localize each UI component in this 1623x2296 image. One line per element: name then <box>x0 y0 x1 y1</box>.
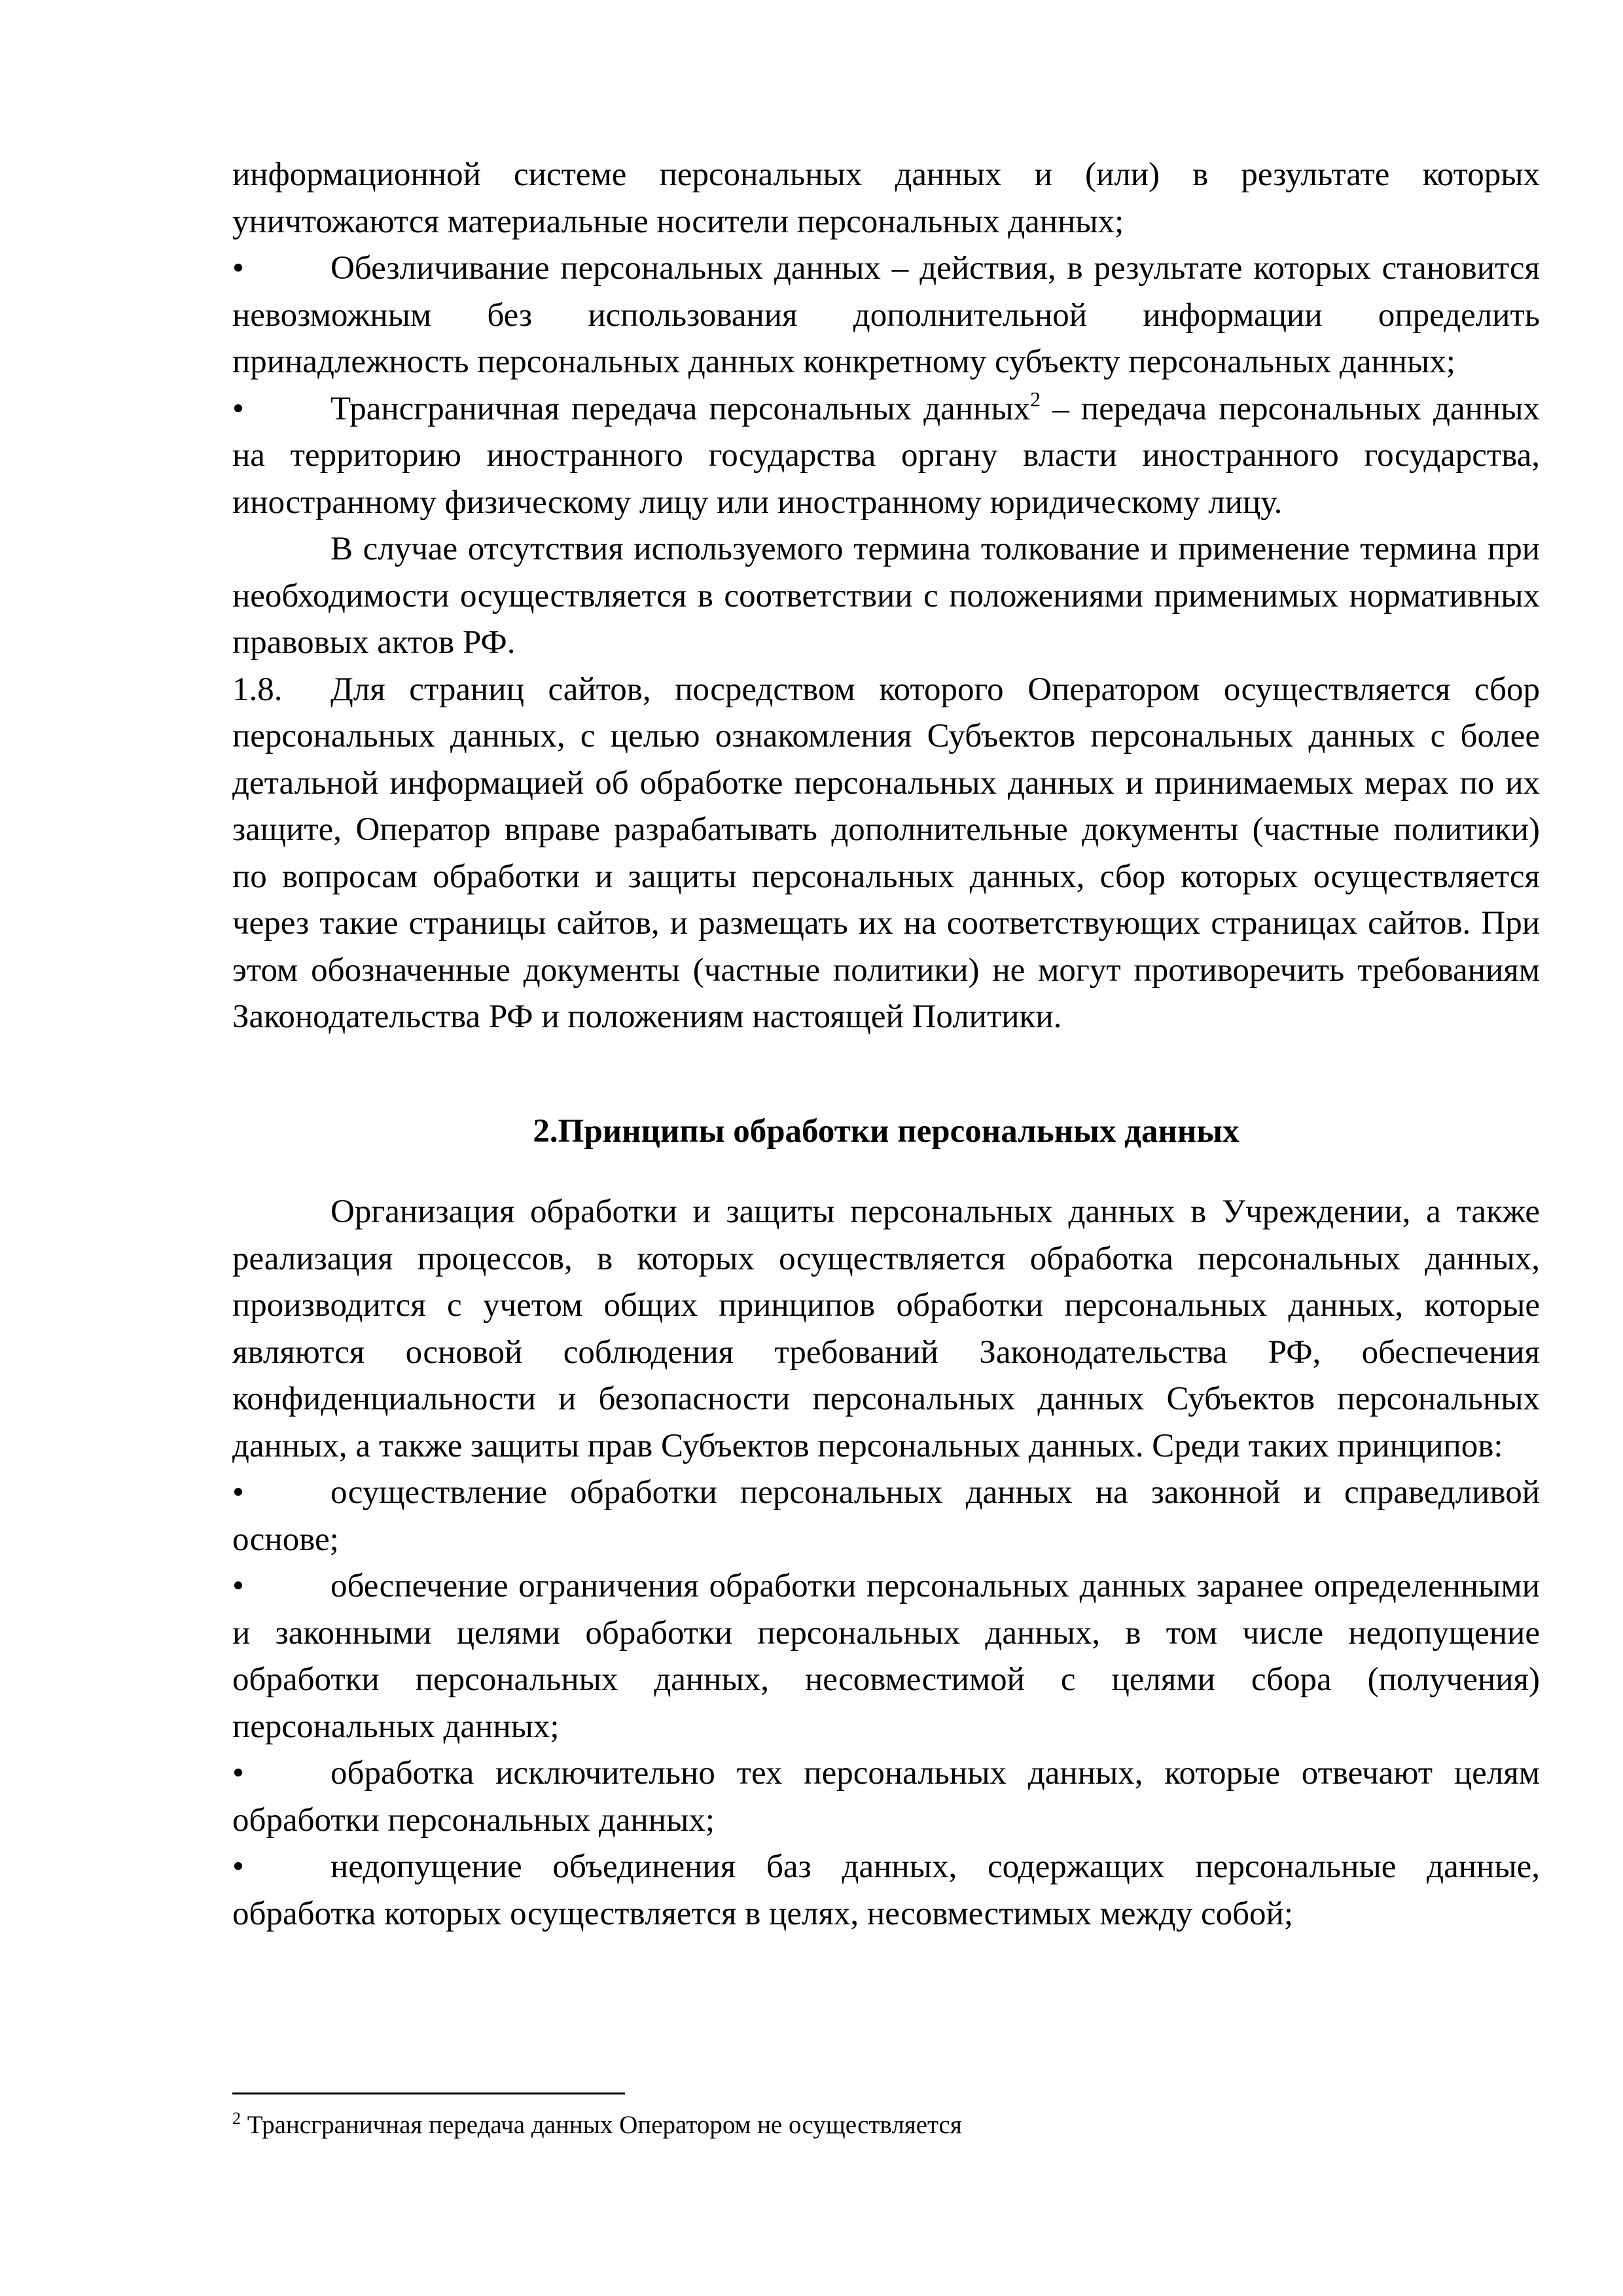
section-spacer <box>232 1041 1540 1108</box>
definition-cross-border-transfer <box>232 386 1540 527</box>
bullet-marker: • <box>232 1755 244 1792</box>
definition-term: Трансграничная передача персональных данных <box>330 390 1031 427</box>
principle-item <box>232 1750 1540 1844</box>
bullet-marker: • <box>232 1848 244 1885</box>
principle-item <box>232 1563 1540 1750</box>
section-heading: 2.Принципы обработки персональных данных <box>533 1112 1240 1150</box>
bullet-marker: • <box>232 1474 244 1511</box>
footnote-text: Трансграничная передача данных Оператором не осуществляется <box>241 2111 962 2139</box>
principle-text: обработка исключительно тех персональных данных, которые отвечают целям обработки персональных данных; <box>232 1755 1540 1839</box>
footnote <box>232 2108 1540 2142</box>
footnote-separator <box>232 2093 625 2094</box>
section-intro: Организация обработки и защиты персональных данных в Учреждении, а также реализация процессов, в которых осуществляется обработка персональных данных, производится с учетом общих принципов обработки персональных данных, которые являются основой соблюдения требований Законодательства РФ, обеспечения конфиденциальности и безопасности персональных данных Субъектов персональных данных, а также защиты прав Субъектов персональных данных. Среди таких принципов: <box>232 1193 1540 1464</box>
heading-spacer <box>232 1155 1540 1189</box>
paragraph-term-interpretation: В случае отсутствия используемого термина толкование и применение термина при необходимости осуществляется в соответствии с положениями применимых нормативных правовых актов РФ. <box>232 531 1540 661</box>
bullet-marker: • <box>232 250 244 287</box>
principle-text: недопущение объединения баз данных, содержащих персональные данные, обработка которых осуществляется в целях, несовместимых между собой; <box>232 1848 1540 1932</box>
clause-text: Для страниц сайтов, посредством которого Оператором осуществляется сбор персональных данных, с целью ознакомления Субъектов персональных данных с более детальной информацией об обработке персональных данных и принимаемых мерах по их защите, Оператор вправе разрабатывать дополнительные документы (частные политики) по вопросам обработки и защиты персональных данных, сбор которых осуществляется через такие страницы сайтов, и размещать их на соответствующих страницах сайтов. При этом обозначенные документы (частные политики) не могут противоречить требованиям Законодательства РФ и положениям настоящей Политики. <box>232 671 1540 1035</box>
bullet-marker: • <box>232 390 244 427</box>
footnote-reference: 2 <box>1030 387 1041 411</box>
principle-text: осуществление обработки персональных данных на законной и справедливой основе; <box>232 1474 1540 1558</box>
clause-number: 1.8. <box>232 671 283 708</box>
definition-text: – передача персональных данных на территорию иностранного государства органу власти иностранного государства, иностранному физическому лицу или иностранному юридическому лицу. <box>232 390 1540 521</box>
definition-depersonalization <box>232 245 1540 386</box>
paragraph-continuation: информационной системе персональных данных и (или) в результате которых уничтожаются материальные носители персональных данных; <box>232 156 1540 240</box>
bullet-marker: • <box>232 1568 244 1604</box>
principle-text: обеспечение ограничения обработки персональных данных заранее определенными и законными целями обработки персональных данных, в том числе недопущение обработки персональных данных, несовместимой с целями сбора (получения) персональных данных; <box>232 1568 1540 1745</box>
clause-1-8 <box>232 667 1540 1041</box>
principle-item <box>232 1844 1540 1937</box>
page-body <box>232 152 1540 1937</box>
footnote-mark: 2 <box>232 2109 241 2128</box>
definition-text: Обезличивание персональных данных – действия, в результате которых становится невозможным без использования дополнительной информации определить принадлежность персональных данных конкретному субъекту персональных данных; <box>232 250 1540 380</box>
principle-item <box>232 1470 1540 1563</box>
